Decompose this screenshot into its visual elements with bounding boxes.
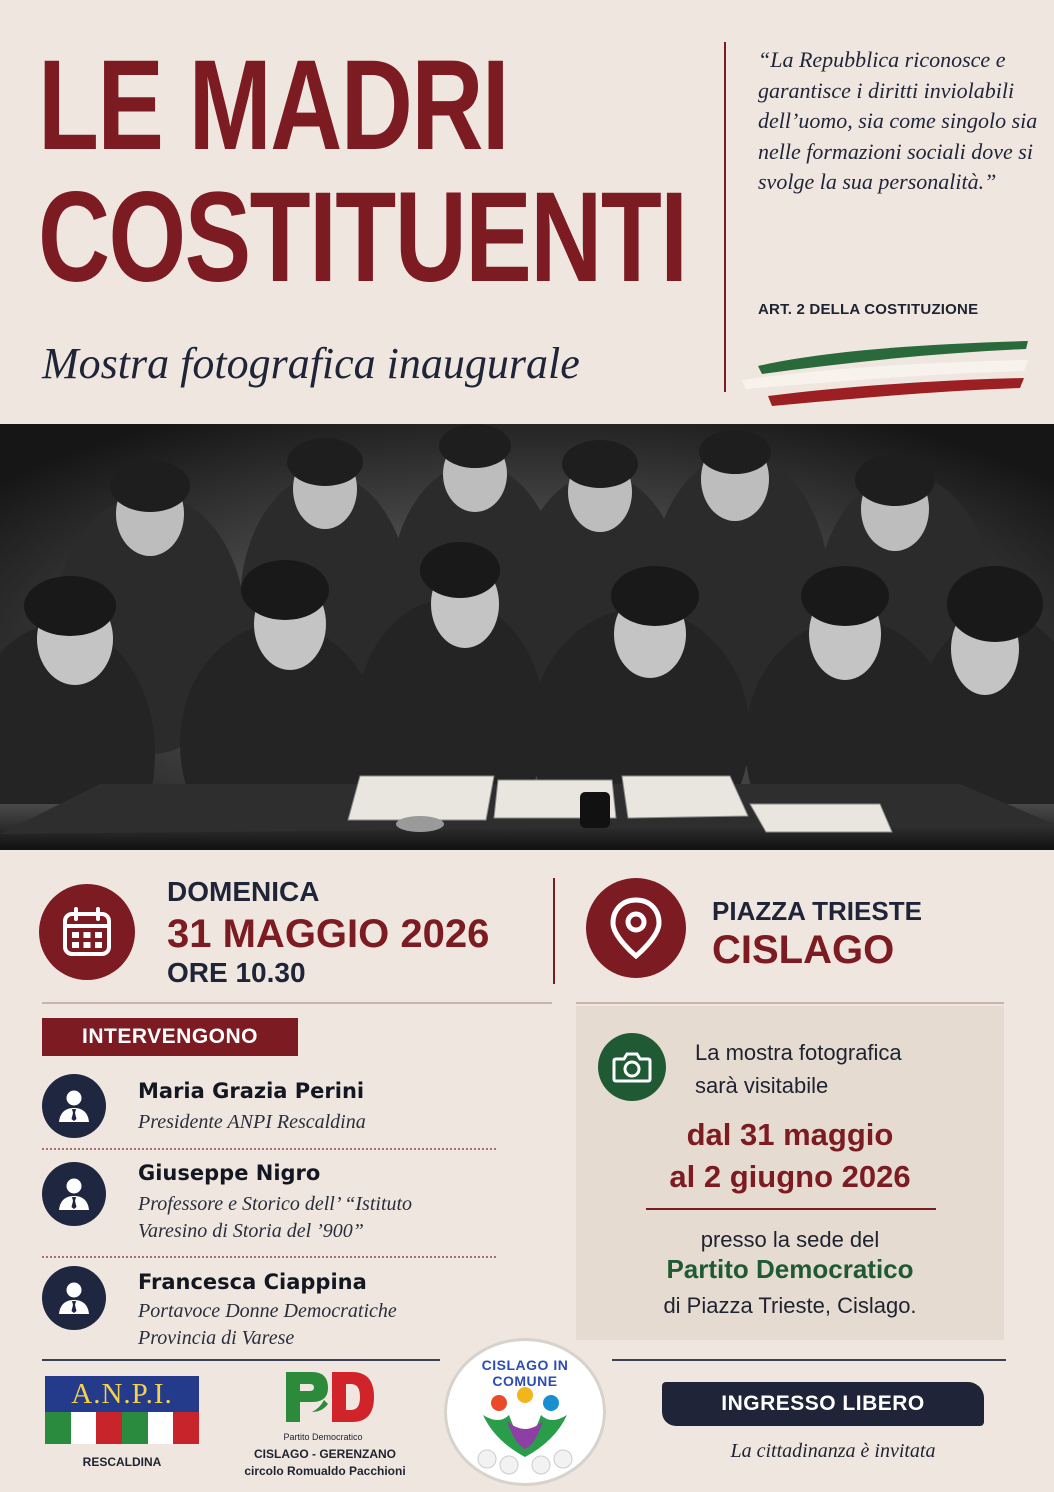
- title-line-2: COSTITUENTI: [38, 166, 687, 309]
- anpi-logo-banner: [45, 1376, 199, 1412]
- map-pin-icon: [609, 897, 663, 959]
- speaker-name: Giuseppe Nigro: [138, 1161, 321, 1185]
- footer-rule-left: [42, 1359, 440, 1361]
- pd-caption-1: CISLAGO - GERENZANO: [253, 1447, 396, 1461]
- exhibit-address: di Piazza Trieste, Cislago.: [663, 1293, 917, 1318]
- cislago-in-comune-logo: [444, 1338, 606, 1486]
- camera-icon: [612, 1050, 652, 1084]
- free-entry-badge: INGRESSO LIBERO: [662, 1382, 984, 1426]
- calendar-icon: [59, 904, 115, 960]
- speaker-role: Presidente ANPI Rescaldina: [138, 1111, 366, 1133]
- exhibit-intro-line-2: sarà visitabile: [695, 1073, 829, 1098]
- user-icon: [54, 1086, 94, 1126]
- info-divider: [553, 878, 555, 984]
- speaker-role: Portavoce Donne Democratiche: [138, 1300, 397, 1322]
- footer-rule-right: [612, 1359, 1006, 1361]
- user-icon: [54, 1174, 94, 1214]
- quote-source: ART. 2 DELLA COSTITUZIONE: [758, 301, 979, 318]
- speaker-role: Provincia di Varese: [138, 1327, 295, 1349]
- speaker-avatar: [42, 1162, 106, 1226]
- location-badge: [586, 878, 686, 978]
- anpi-logo-text: A.N.P.I.: [71, 1377, 173, 1410]
- exhibit-dates-line-2: al 2 giugno 2026: [669, 1159, 911, 1194]
- speakers-heading: INTERVENGONO: [42, 1018, 298, 1056]
- pd-small-text: Partito Democratico: [283, 1432, 363, 1442]
- header-divider: [724, 42, 726, 392]
- speaker-avatar: [42, 1074, 106, 1138]
- title-line-1: LE MADRI: [38, 34, 509, 177]
- invitation-text: La cittadinanza è invitata: [730, 1440, 936, 1462]
- speaker-divider: [42, 1256, 496, 1258]
- exhibit-dates-line-1: dal 31 maggio: [686, 1117, 894, 1152]
- poster-title: [38, 34, 687, 309]
- info-bottom-rule-right: [576, 1002, 1004, 1004]
- historic-photo: [0, 424, 1054, 850]
- speaker-name: Francesca Ciappina: [138, 1270, 367, 1294]
- event-date: 31 MAGGIO 2026: [167, 912, 490, 956]
- anpi-logo: [45, 1376, 199, 1444]
- pd-logo: [282, 1368, 378, 1426]
- speaker-divider: [42, 1148, 496, 1150]
- info-bottom-rule: [42, 1002, 552, 1004]
- event-day: DOMENICA: [167, 876, 320, 907]
- calendar-badge: [39, 884, 135, 980]
- cislago-logo-text: CISLAGO IN COMUNE: [481, 1357, 569, 1389]
- user-icon: [54, 1278, 94, 1318]
- pd-caption-2: circolo Romualdo Pacchioni: [244, 1464, 406, 1478]
- anpi-logo-flag: [45, 1412, 199, 1444]
- exhibit-dates: [576, 1114, 1004, 1198]
- exhibit-presso: presso la sede del: [700, 1227, 880, 1252]
- poster-subtitle: Mostra fotografica inaugurale: [42, 339, 580, 388]
- anpi-caption: RESCALDINA: [82, 1455, 162, 1469]
- speaker-name: Maria Grazia Perini: [138, 1079, 365, 1103]
- speaker-avatar: [42, 1266, 106, 1330]
- camera-badge: [598, 1033, 666, 1101]
- exhibit-intro: [695, 1036, 902, 1102]
- speaker-role: Varesino di Storia del ’900”: [138, 1220, 364, 1242]
- constitution-quote: “La Repubblica riconosce e garantisce i diritti inviolabili dell’uomo, sia come singolo sia nelle formazioni sociali dove si svolge la sua personalità.”: [758, 47, 1038, 194]
- exhibit-intro-line-1: La mostra fotografica: [695, 1040, 902, 1065]
- italian-flag-brushstroke: [738, 336, 1030, 412]
- event-time: ORE 10.30: [167, 957, 306, 988]
- exhibit-org: Partito Democratico: [666, 1254, 914, 1284]
- place-line-2: CISLAGO: [712, 928, 895, 972]
- speaker-role: Professore e Storico dell’ “Istituto: [138, 1193, 413, 1215]
- exhibit-divider: [646, 1208, 936, 1210]
- place-line-1: PIAZZA TRIESTE: [712, 896, 922, 926]
